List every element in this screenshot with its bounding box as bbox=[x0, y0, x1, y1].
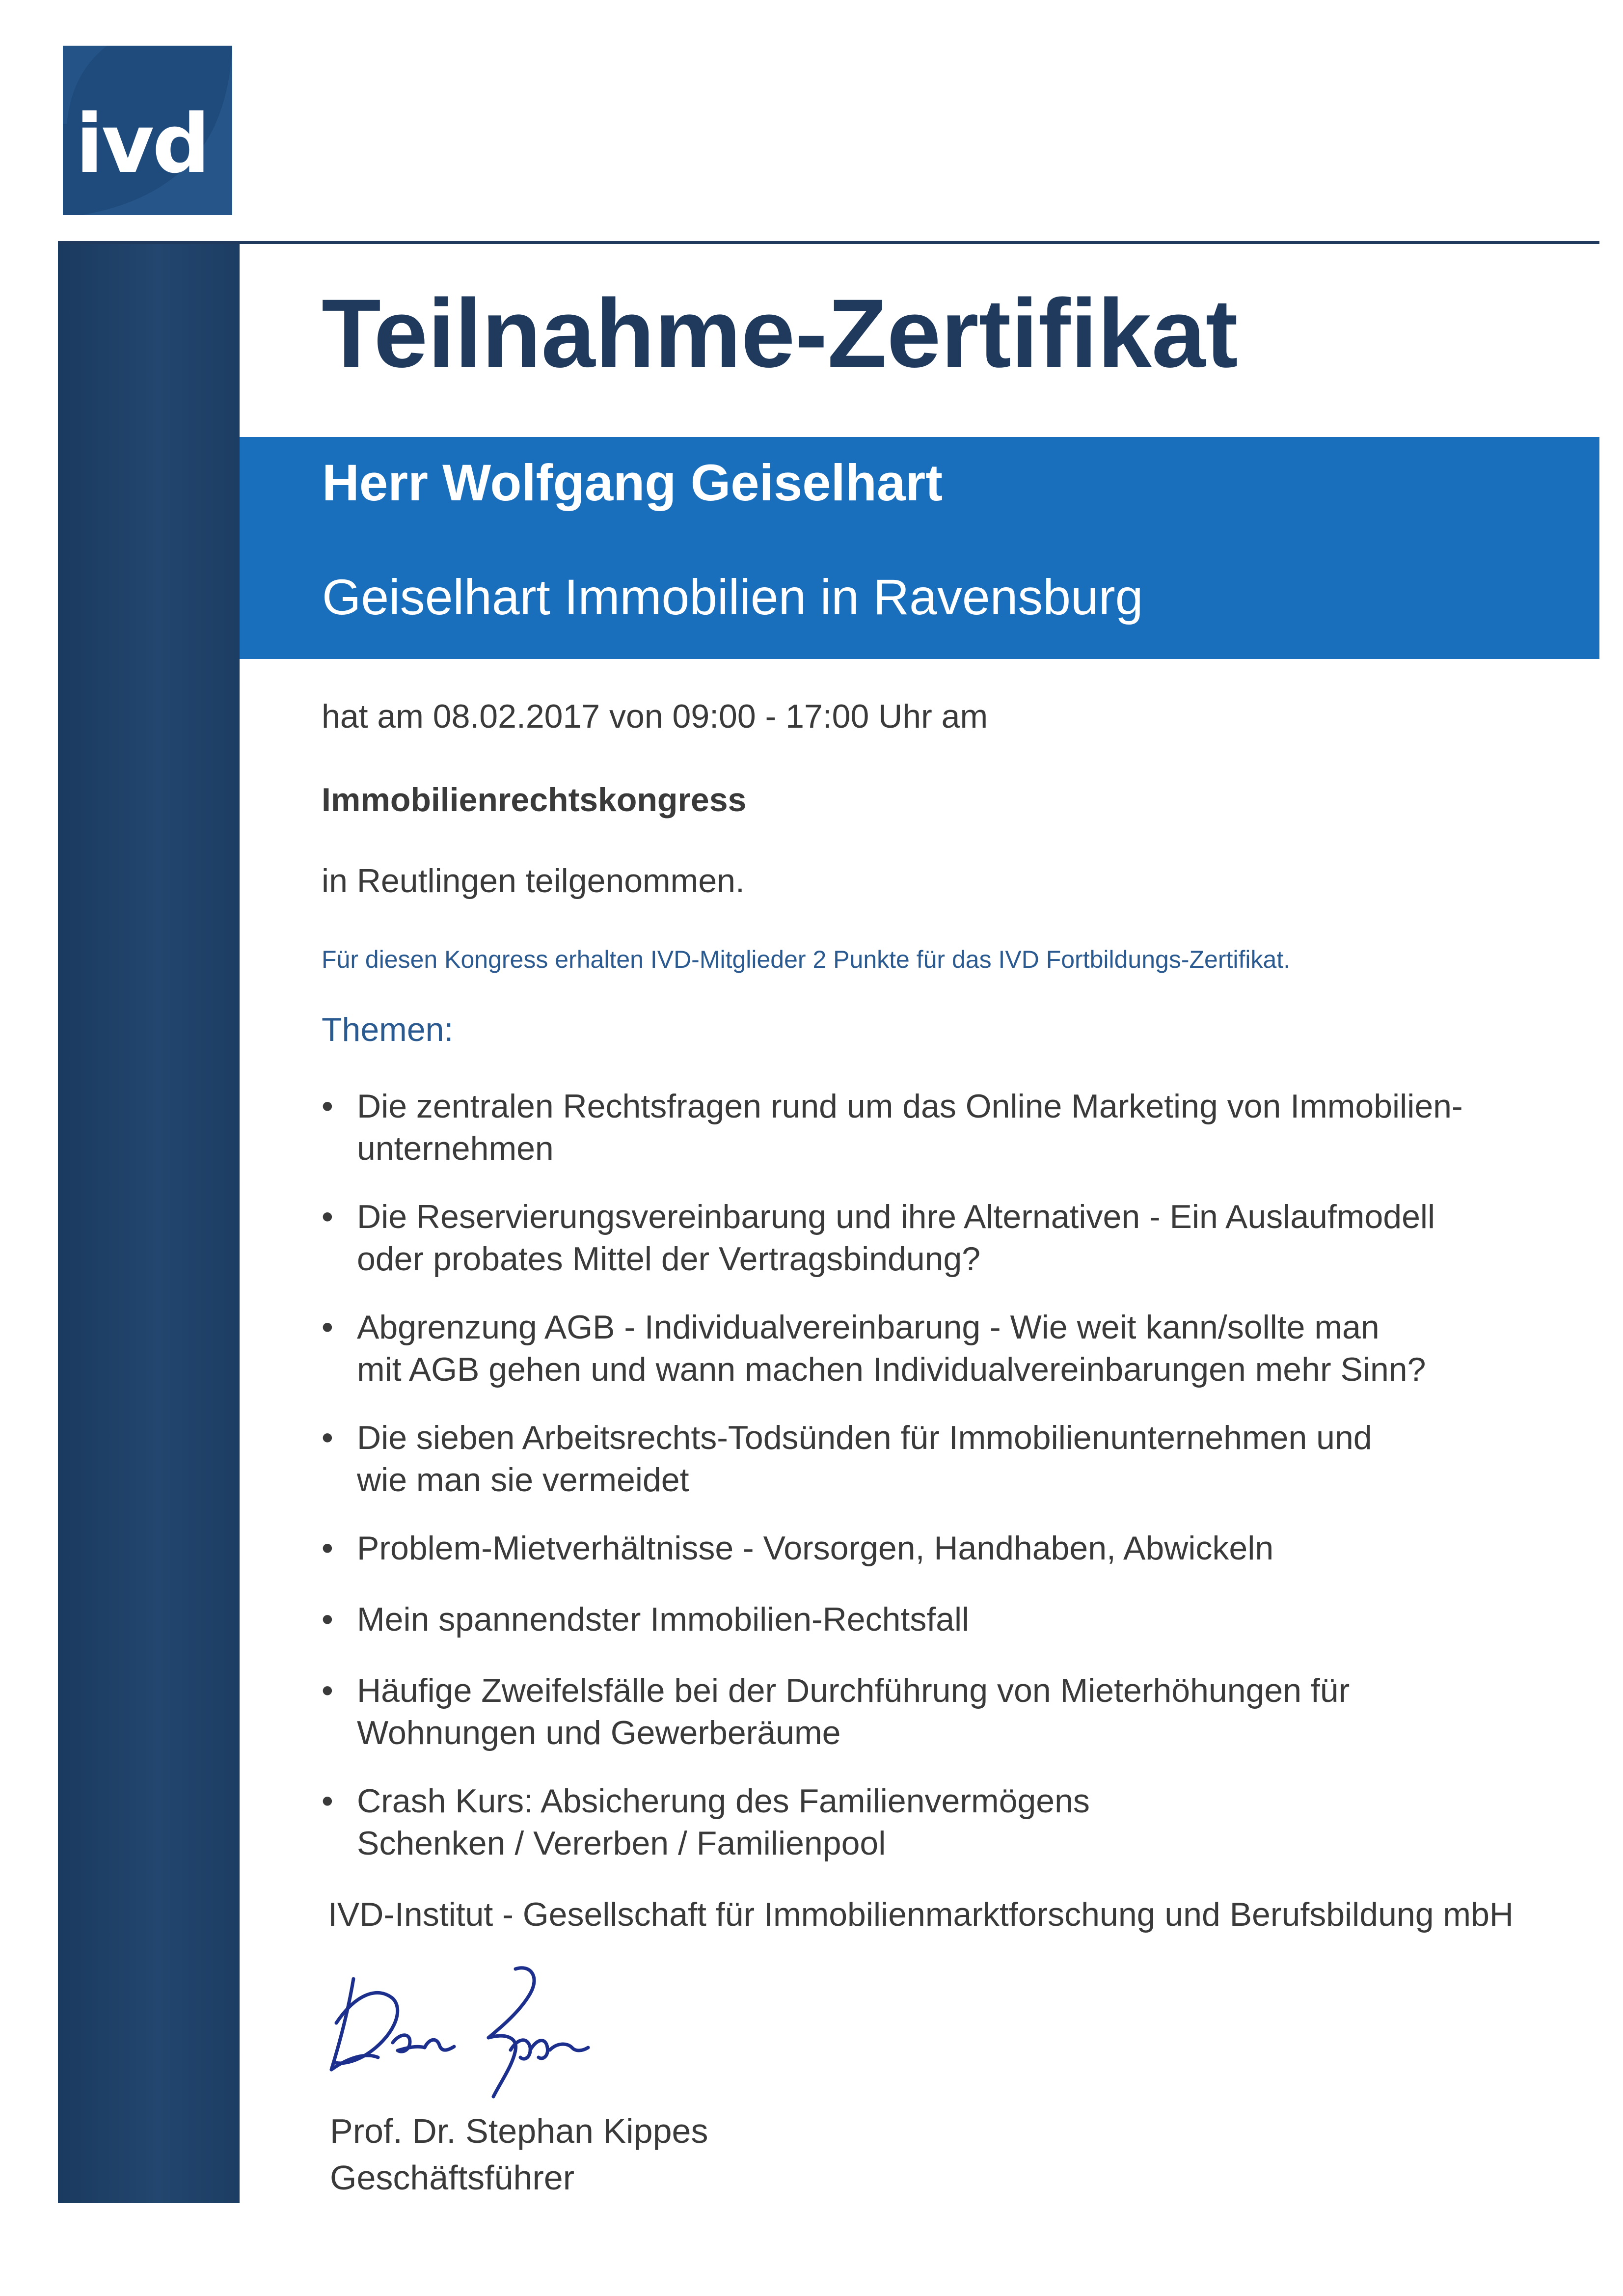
participant-name: Herr Wolfgang Geiselhart bbox=[322, 454, 943, 512]
topic-text: Die zentralen Rechtsfragen rund um das Online Marketing von Immobilien- unternehmen bbox=[357, 1088, 1463, 1167]
bullet-icon: • bbox=[322, 1530, 333, 1567]
institute-name: IVD-Institut - Gesellschaft für Immobilienmarktforschung und Berufsbildung mbH bbox=[328, 1896, 1514, 1933]
topic-text: Abgrenzung AGB - Individualvereinbarung - Wie weit kann/sollte man mit AGB gehen und wann machen Individualvereinbarungen mehr Sinn? bbox=[357, 1309, 1426, 1388]
topic-text: Die sieben Arbeitsrechts-Todsünden für Immobilienunternehmen und wie man sie vermeidet bbox=[357, 1419, 1372, 1499]
signer-name: Prof. Dr. Stephan Kippes bbox=[330, 2112, 708, 2150]
topic-text: Mein spannendster Immobilien-Rechtsfall bbox=[357, 1601, 970, 1638]
bullet-icon: • bbox=[322, 1419, 333, 1456]
topic-text: Problem-Mietverhältnisse - Vorsorgen, Handhaben, Abwickeln bbox=[357, 1530, 1274, 1567]
topic-text: Die Reservierungsvereinbarung und ihre Alternativen - Ein Auslaufmodell oder probates Mittel der Vertragsbindung? bbox=[357, 1198, 1435, 1278]
participant-company: Geiselhart Immobilien in Ravensburg bbox=[322, 569, 1143, 625]
points-note: Für diesen Kongress erhalten IVD-Mitglieder 2 Punkte für das IVD Fortbildungs-Zertifikat. bbox=[322, 946, 1291, 973]
topic-item bbox=[322, 1085, 1598, 1170]
bullet-icon: • bbox=[322, 1601, 333, 1638]
header-rule bbox=[58, 241, 1599, 244]
topic-item bbox=[322, 1417, 1598, 1501]
ivd-logo bbox=[63, 46, 232, 215]
bullet-icon: • bbox=[322, 1198, 333, 1235]
bullet-icon: • bbox=[322, 1672, 333, 1709]
logo-text: ivd bbox=[76, 97, 209, 191]
topic-item bbox=[322, 1598, 1598, 1640]
topic-item bbox=[322, 1780, 1598, 1864]
topic-text: Häufige Zweifelsfälle bei der Durchführung von Mieterhöhungen für Wohnungen und Gewerberäume bbox=[357, 1672, 1350, 1751]
bullet-icon: • bbox=[322, 1782, 333, 1820]
topics-heading: Themen: bbox=[322, 1011, 454, 1048]
bullet-icon: • bbox=[322, 1088, 333, 1125]
topic-item bbox=[322, 1669, 1598, 1754]
page-title: Teilnahme-Zertifikat bbox=[322, 279, 1238, 387]
signature-icon bbox=[319, 1964, 619, 2102]
topic-text: Crash Kurs: Absicherung des Familienvermögens Schenken / Vererben / Familienpool bbox=[357, 1782, 1090, 1862]
left-decorative-bar bbox=[58, 244, 240, 2203]
event-date-line: hat am 08.02.2017 von 09:00 - 17:00 Uhr am bbox=[322, 698, 988, 735]
topic-item bbox=[322, 1196, 1598, 1280]
event-place-line: in Reutlingen teilgenommen. bbox=[322, 862, 745, 900]
topic-item bbox=[322, 1306, 1598, 1391]
signer-role: Geschäftsführer bbox=[330, 2159, 574, 2197]
bullet-icon: • bbox=[322, 1309, 333, 1346]
event-name: Immobilienrechtskongress bbox=[322, 781, 747, 819]
participant-banner bbox=[240, 437, 1599, 659]
topic-item bbox=[322, 1527, 1598, 1569]
